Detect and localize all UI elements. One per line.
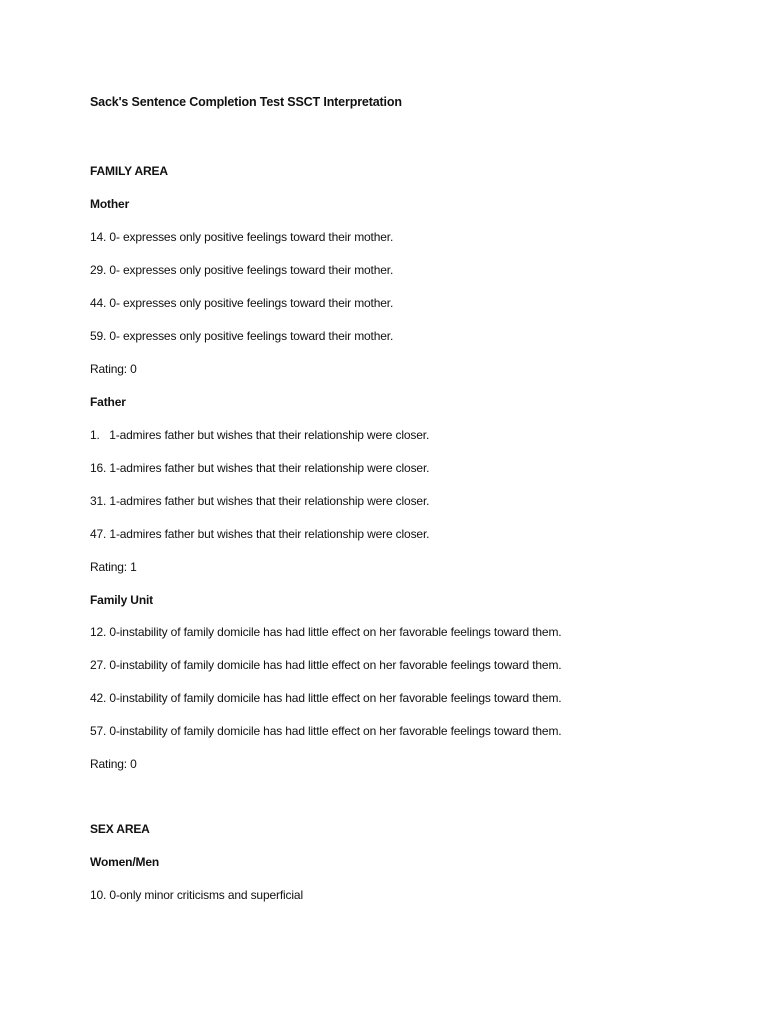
family-unit-subheading: Family Unit	[90, 593, 154, 607]
women-men-subheading: Women/Men	[90, 855, 160, 869]
mother-item: 29. 0- expresses only positive feelings toward their mother.	[90, 263, 394, 277]
mother-rating: Rating: 0	[90, 362, 137, 376]
father-item: 16. 1-admires father but wishes that their relationship were closer.	[90, 461, 430, 475]
document-title: Sack's Sentence Completion Test SSCT Interpretation	[90, 95, 402, 109]
family-unit-item: 57. 0-instability of family domicile has had little effect on her favorable feelings toward them.	[90, 724, 562, 738]
mother-item: 14. 0- expresses only positive feelings toward their mother.	[90, 230, 394, 244]
father-item: 1. 1-admires father but wishes that their relationship were closer.	[90, 428, 430, 442]
sex-area-heading: SEX AREA	[90, 822, 150, 836]
mother-item: 59. 0- expresses only positive feelings toward their mother.	[90, 329, 394, 343]
women-men-item: 10. 0-only minor criticisms and superficial	[90, 888, 303, 902]
family-unit-rating: Rating: 0	[90, 757, 137, 771]
family-area-heading: FAMILY AREA	[90, 164, 168, 178]
father-item: 31. 1-admires father but wishes that their relationship were closer.	[90, 494, 430, 508]
mother-item: 44. 0- expresses only positive feelings toward their mother.	[90, 296, 394, 310]
mother-subheading: Mother	[90, 197, 130, 211]
document-page	[90, 0, 730, 1024]
family-unit-item: 42. 0-instability of family domicile has had little effect on her favorable feelings toward them.	[90, 691, 562, 705]
father-item: 47. 1-admires father but wishes that their relationship were closer.	[90, 527, 430, 541]
father-subheading: Father	[90, 395, 126, 409]
family-unit-item: 12. 0-instability of family domicile has had little effect on her favorable feelings toward them.	[90, 625, 562, 639]
father-rating: Rating: 1	[90, 560, 137, 574]
family-unit-item: 27. 0-instability of family domicile has had little effect on her favorable feelings toward them.	[90, 658, 562, 672]
